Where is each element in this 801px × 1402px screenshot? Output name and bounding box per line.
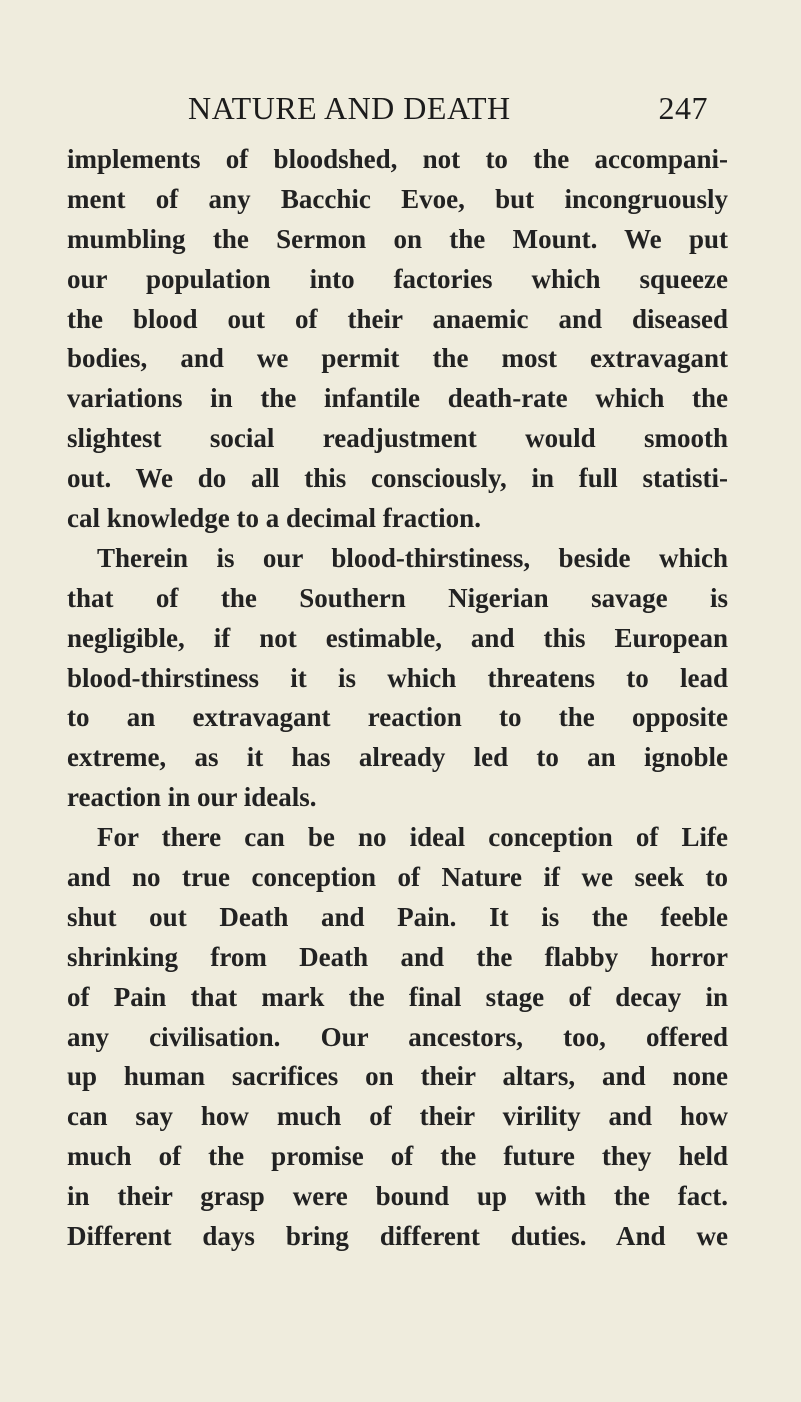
body-text — [67, 140, 728, 1257]
text-line: of Pain that mark the final stage of decay in — [67, 981, 728, 1012]
text-line: much of the promise of the future they held — [67, 1141, 728, 1172]
text-line: can say how much of their virility and how — [67, 1101, 728, 1132]
text-line: up human sacrifices on their altars, and none — [67, 1061, 728, 1092]
text-line: and no true conception of Nature if we seek to — [67, 862, 728, 893]
text-line: in their grasp were bound up with the fact. — [67, 1181, 728, 1212]
text-line: shut out Death and Pain. It is the feeble — [67, 901, 728, 932]
text-line: cal knowledge to a decimal fraction. — [67, 503, 481, 534]
text-line: any civilisation. Our ancestors, too, offered — [67, 1021, 728, 1052]
text-line: to an extravagant reaction to the opposite — [67, 702, 728, 733]
text-line: slightest social readjustment would smooth — [67, 423, 728, 454]
text-line: bodies, and we permit the most extravagant — [67, 343, 728, 374]
text-line: shrinking from Death and the flabby horror — [67, 941, 728, 972]
text-line: negligible, if not estimable, and this European — [67, 622, 728, 653]
text-line: variations in the infantile death-rate which the — [67, 383, 728, 414]
text-line: reaction in our ideals. — [67, 782, 317, 813]
page-number: 247 — [658, 90, 708, 126]
text-line: mumbling the Sermon on the Mount. We put — [67, 223, 728, 254]
text-line: Different days bring different duties. And we — [67, 1221, 728, 1252]
text-line: Therein is our blood-thirstiness, beside which — [97, 542, 728, 573]
text-line: the blood out of their anaemic and diseased — [67, 303, 728, 334]
text-line: implements of bloodshed, not to the accompani- — [67, 144, 728, 174]
text-line: ment of any Bacchic Evoe, but incongruously — [67, 183, 728, 214]
text-line: our population into factories which squeeze — [67, 263, 728, 294]
running-title: NATURE AND DEATH — [188, 90, 511, 126]
text-line: that of the Southern Nigerian savage is — [67, 582, 728, 613]
text-line: out. We do all this consciously, in full statisti- — [67, 463, 728, 494]
page-header — [148, 90, 708, 130]
text-line: extreme, as it has already led to an ignoble — [67, 742, 728, 773]
text-line: For there can be no ideal conception of Life — [97, 822, 728, 853]
text-line: blood-thirstiness it is which threatens to lead — [67, 662, 728, 693]
